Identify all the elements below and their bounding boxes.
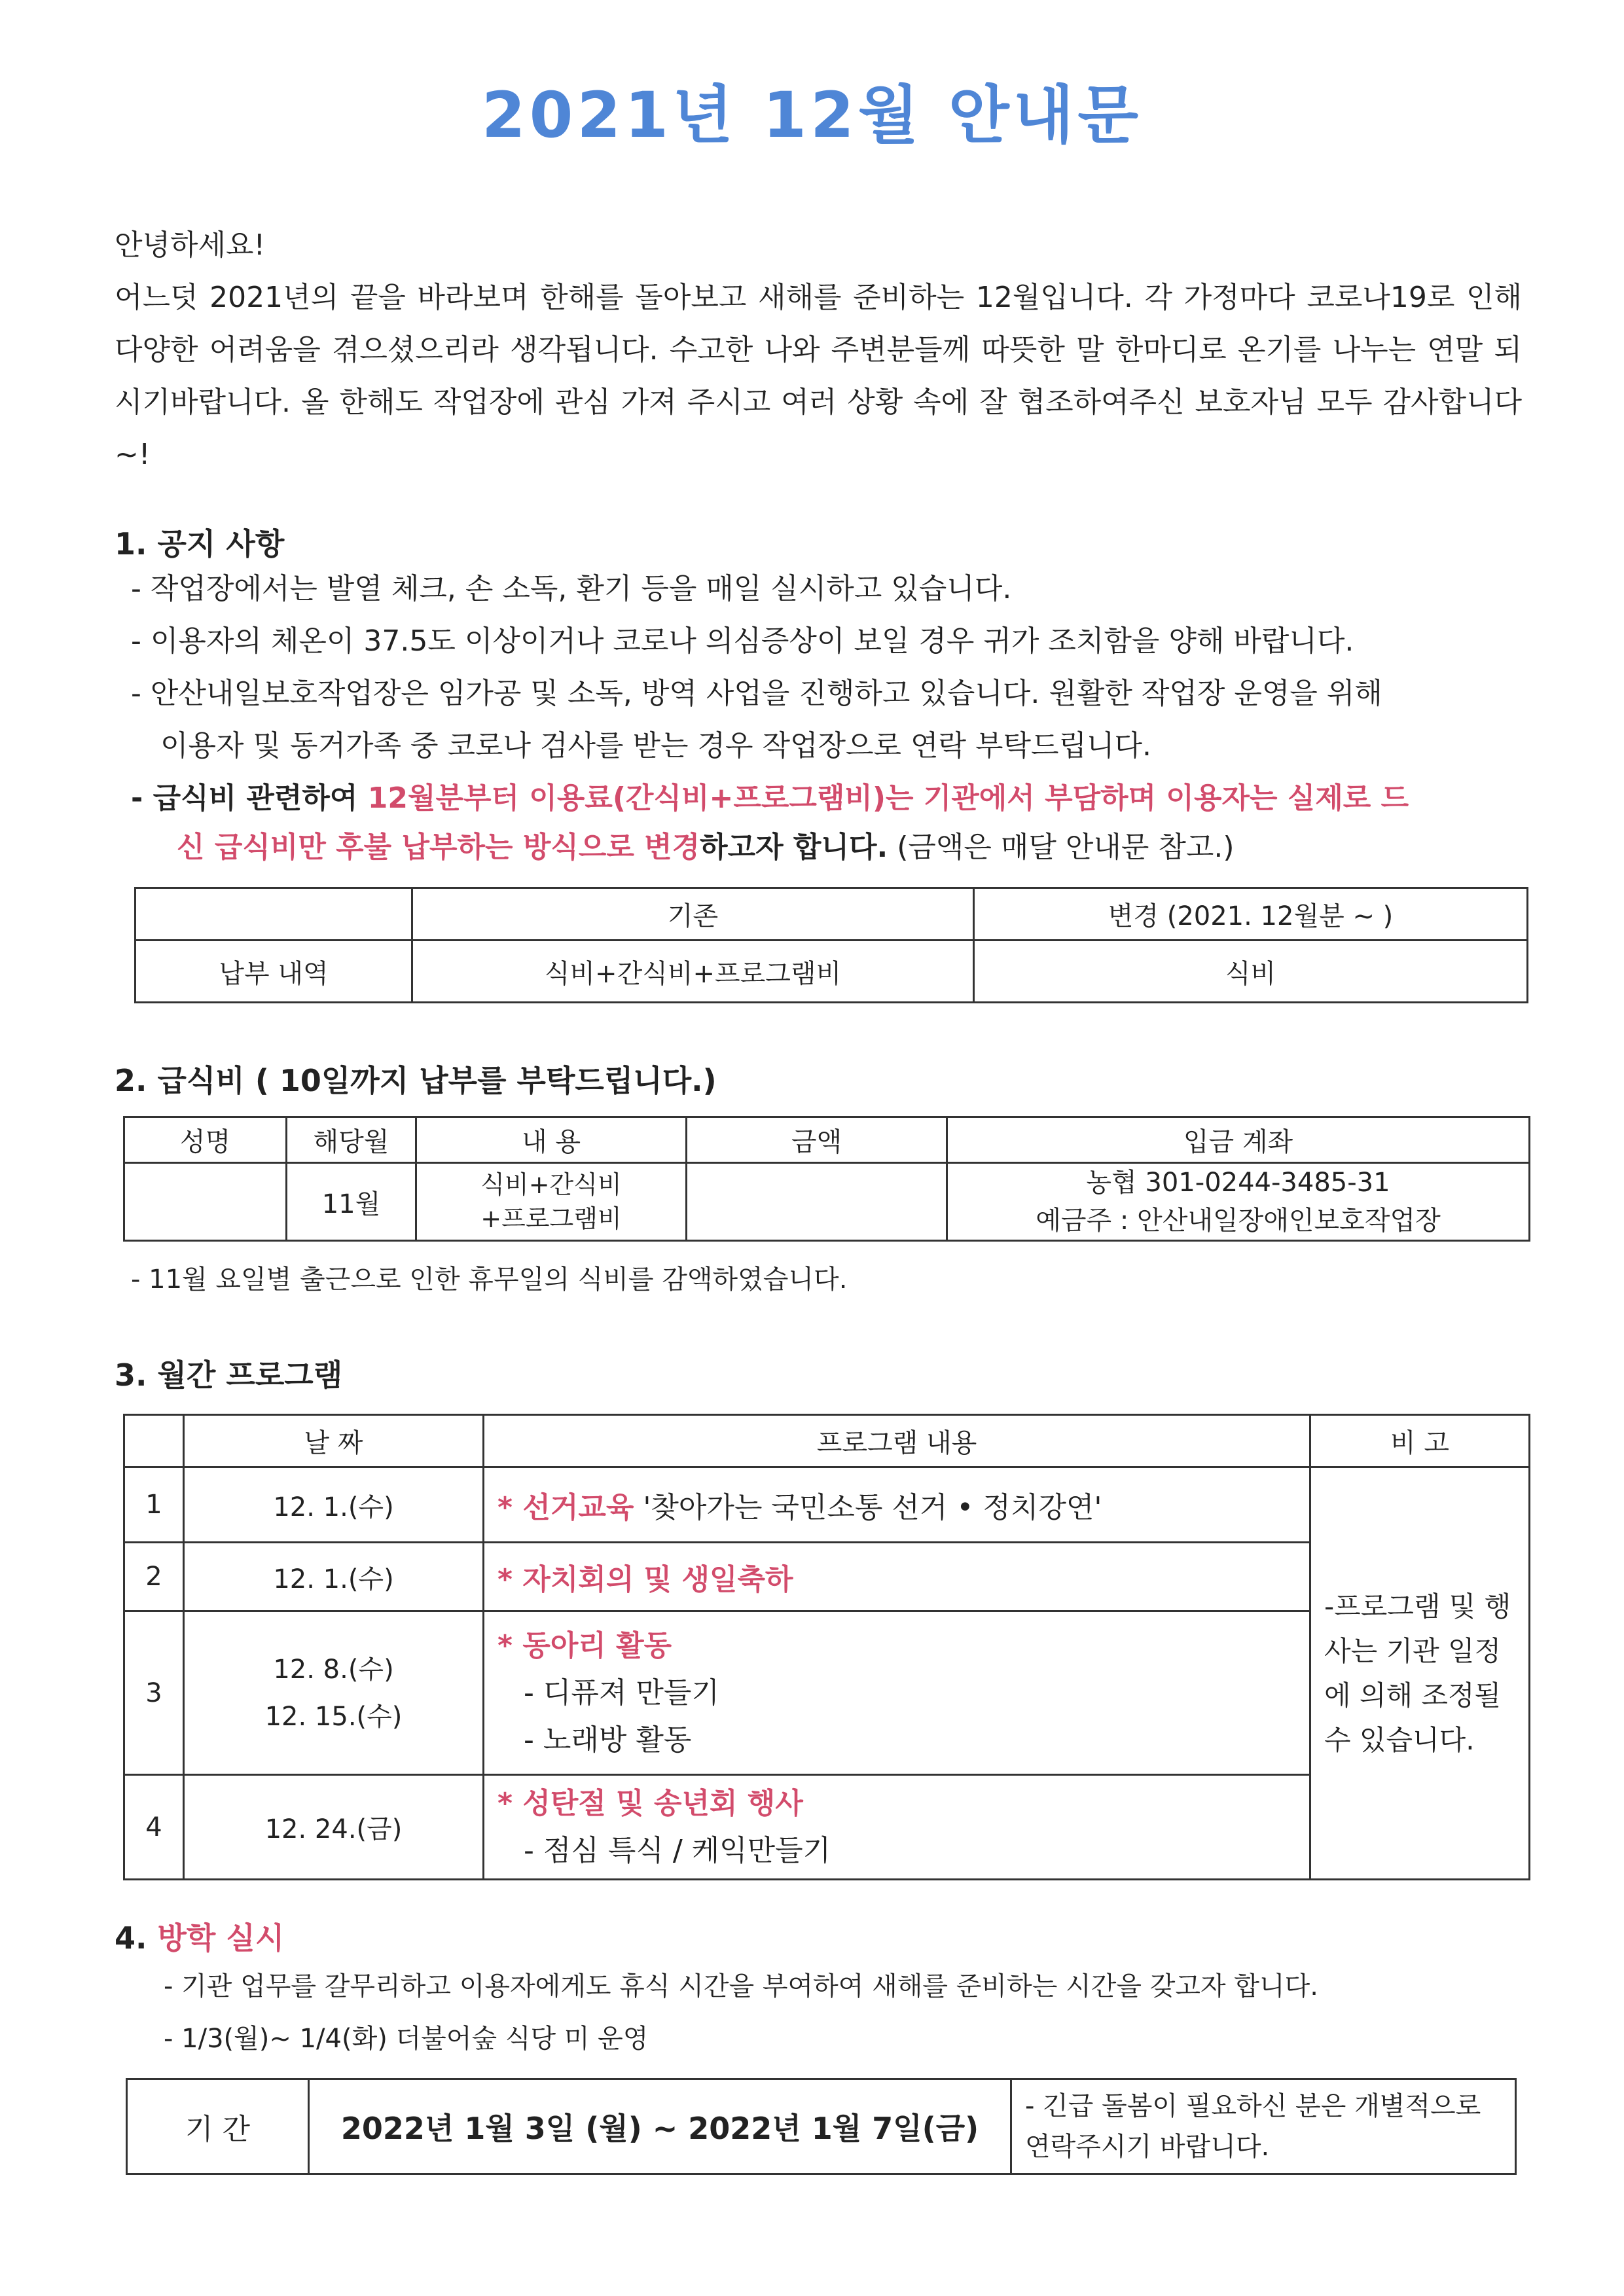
period-note: - 긴급 돌봄이 필요하신 분은 개별적으로 연락주시기 바랍니다. [1011, 2079, 1516, 2174]
section4-heading [115, 1914, 284, 1958]
fee-table-header-after: 변경 (2021. 12월분 ~ ) [974, 888, 1528, 941]
program-no: 4 [124, 1775, 184, 1880]
fee-table-row-after: 식비 [974, 941, 1528, 1003]
program-no: 1 [124, 1467, 184, 1543]
fee-note-tail: 하고자 합니다. [700, 831, 888, 864]
program-date: 12. 1.(수) [184, 1543, 484, 1611]
bank-account-number: 농협 301-0244-3485-31 [1086, 1168, 1390, 1198]
notice-item-3-cont: 이용자 및 동거가족 중 코로나 검사를 받는 경우 작업장으로 연락 부탁드립니다. [160, 729, 1151, 762]
fee-table-header-empty [135, 888, 412, 941]
meal-header-account: 입금 계좌 [947, 1117, 1530, 1163]
meal-cell-amount [687, 1163, 947, 1241]
meal-cell-account [947, 1163, 1530, 1241]
program-header-date: 날 짜 [184, 1415, 484, 1467]
meal-content-line2: +프로그램비 [480, 1204, 622, 1233]
meal-cell-month: 11월 [287, 1163, 416, 1241]
program-no: 3 [124, 1611, 184, 1775]
program-header-remark: 비 고 [1310, 1415, 1530, 1467]
program-title: * 자치회의 및 생일축하 [497, 1563, 793, 1596]
account-holder: 예금주 : 안산내일장애인보호작업장 [1036, 1206, 1441, 1236]
notice-item-1: - 작업장에서는 발열 체크, 손 소독, 환기 등을 매일 실시하고 있습니다. [131, 572, 1012, 605]
greeting: 안녕하세요! [115, 228, 266, 262]
fee-table-row-before: 식비+간식비+프로그램비 [412, 941, 974, 1003]
program-sub-1: - 점심 특식 / 케익만들기 [524, 1833, 831, 1867]
meal-header-content: 내 용 [416, 1117, 687, 1163]
meal-content-line1: 식비+간식비 [480, 1170, 622, 1199]
fee-note-ref: (금액은 매달 안내문 참고.) [888, 831, 1235, 864]
program-date-1: 12. 8.(수) [273, 1654, 394, 1685]
fee-change-notice-cont [177, 821, 1551, 874]
meal-header-name: 성명 [124, 1117, 287, 1163]
fee-note-highlight-1: 12월분부터 이용료(간식비+프로그램비)는 기관에서 부담하며 이용자는 실제로 드 [367, 781, 1409, 815]
section4-title: 방학 실시 [157, 1920, 285, 1956]
program-content [484, 1467, 1310, 1543]
meal-fee-note: - 11월 요일별 출근으로 인한 휴무일의 식비를 감액하였습니다. [131, 1265, 848, 1295]
period-dates: 2022년 1월 3일 (월) ~ 2022년 1월 7일(금) [309, 2079, 1011, 2174]
notice-item-2: - 이용자의 체온이 37.5도 이상이거나 코로나 의심증상이 보일 경우 귀가 조치함을 양해 바랍니다. [131, 624, 1354, 658]
program-content [484, 1611, 1310, 1775]
notice-item-3: - 안산내일보호작업장은 임가공 및 소독, 방역 사업을 진행하고 있습니다. 원활한 작업장 운영을 위해 [131, 677, 1382, 710]
fee-note-lead: - 급식비 관련하여 [131, 781, 368, 815]
program-date-2: 12. 15.(수) [264, 1701, 403, 1732]
meal-fee-table [123, 1116, 1530, 1242]
meal-cell-name [124, 1163, 287, 1241]
program-title: * 동아리 활동 [497, 1628, 672, 1662]
program-table [123, 1414, 1530, 1880]
fee-change-table [134, 887, 1528, 1003]
program-title: * 성탄절 및 송년회 행사 [497, 1786, 803, 1820]
program-content [484, 1775, 1310, 1880]
program-sub-1: - 디퓨져 만들기 [524, 1676, 719, 1710]
period-label: 기 간 [127, 2079, 309, 2174]
meal-header-amount: 금액 [687, 1117, 947, 1163]
program-content [484, 1543, 1310, 1611]
program-sub-2: - 노래방 활동 [524, 1723, 692, 1757]
vacation-period-table [126, 2078, 1517, 2175]
page-title: 2021년 12월 안내문 [481, 79, 1143, 152]
fee-table-header-before: 기존 [412, 888, 974, 941]
fee-table-row-label: 납부 내역 [135, 941, 412, 1003]
section3-heading: 3. 월간 프로그램 [115, 1357, 343, 1393]
vacation-item-2: - 1/3(월)~ 1/4(화) 더불어숲 식당 미 운영 [164, 2024, 649, 2054]
meal-cell-content [416, 1163, 687, 1241]
section1-heading: 1. 공지 사항 [115, 526, 285, 562]
program-no: 2 [124, 1543, 184, 1611]
meal-header-month: 해당월 [287, 1117, 416, 1163]
program-date: 12. 1.(수) [184, 1467, 484, 1543]
program-title: * 선거교육 [497, 1491, 634, 1524]
program-remark: -프로그램 및 행사는 기관 일정에 의해 조정될 수 있습니다. [1310, 1467, 1530, 1880]
vacation-item-1: - 기관 업무를 갈무리하고 이용자에게도 휴식 시간을 부여하여 새해를 준비하는 시간을 갖고자 합니다. [164, 1971, 1318, 2001]
program-date [184, 1611, 484, 1775]
program-row [124, 1467, 1530, 1543]
fee-note-highlight-2: 신 급식비만 후불 납부하는 방식으로 변경 [177, 831, 700, 864]
intro-text: 어느덧 2021년의 끝을 바라보며 한해를 돌아보고 새해를 준비하는 12월입니다. 각 가정마다 코로나19로 인해 다양한 어려움을 겪으셨으리라 생각됩니다. 수고한 나와 주변분들께 따뜻한 말 한마디로 온기를 나누는 연말 되시기바랍니다. 올 한해도 작업장에 관심 가져 주시고 여러 상황 속에 잘 협조하여주신 보호자님 모두 감사합니다~! [115, 281, 1522, 471]
program-title-detail: '찾아가는 국민소통 선거 • 정치강연' [634, 1491, 1102, 1524]
program-header-no [124, 1415, 184, 1467]
fee-change-notice [131, 772, 1538, 825]
section4-number: 4. [115, 1920, 147, 1956]
program-header-content: 프로그램 내용 [484, 1415, 1310, 1467]
intro-block [115, 219, 1522, 481]
section2-heading: 2. 급식비 ( 10일까지 납부를 부탁드립니다.) [115, 1063, 717, 1098]
program-date: 12. 24.(금) [184, 1775, 484, 1880]
